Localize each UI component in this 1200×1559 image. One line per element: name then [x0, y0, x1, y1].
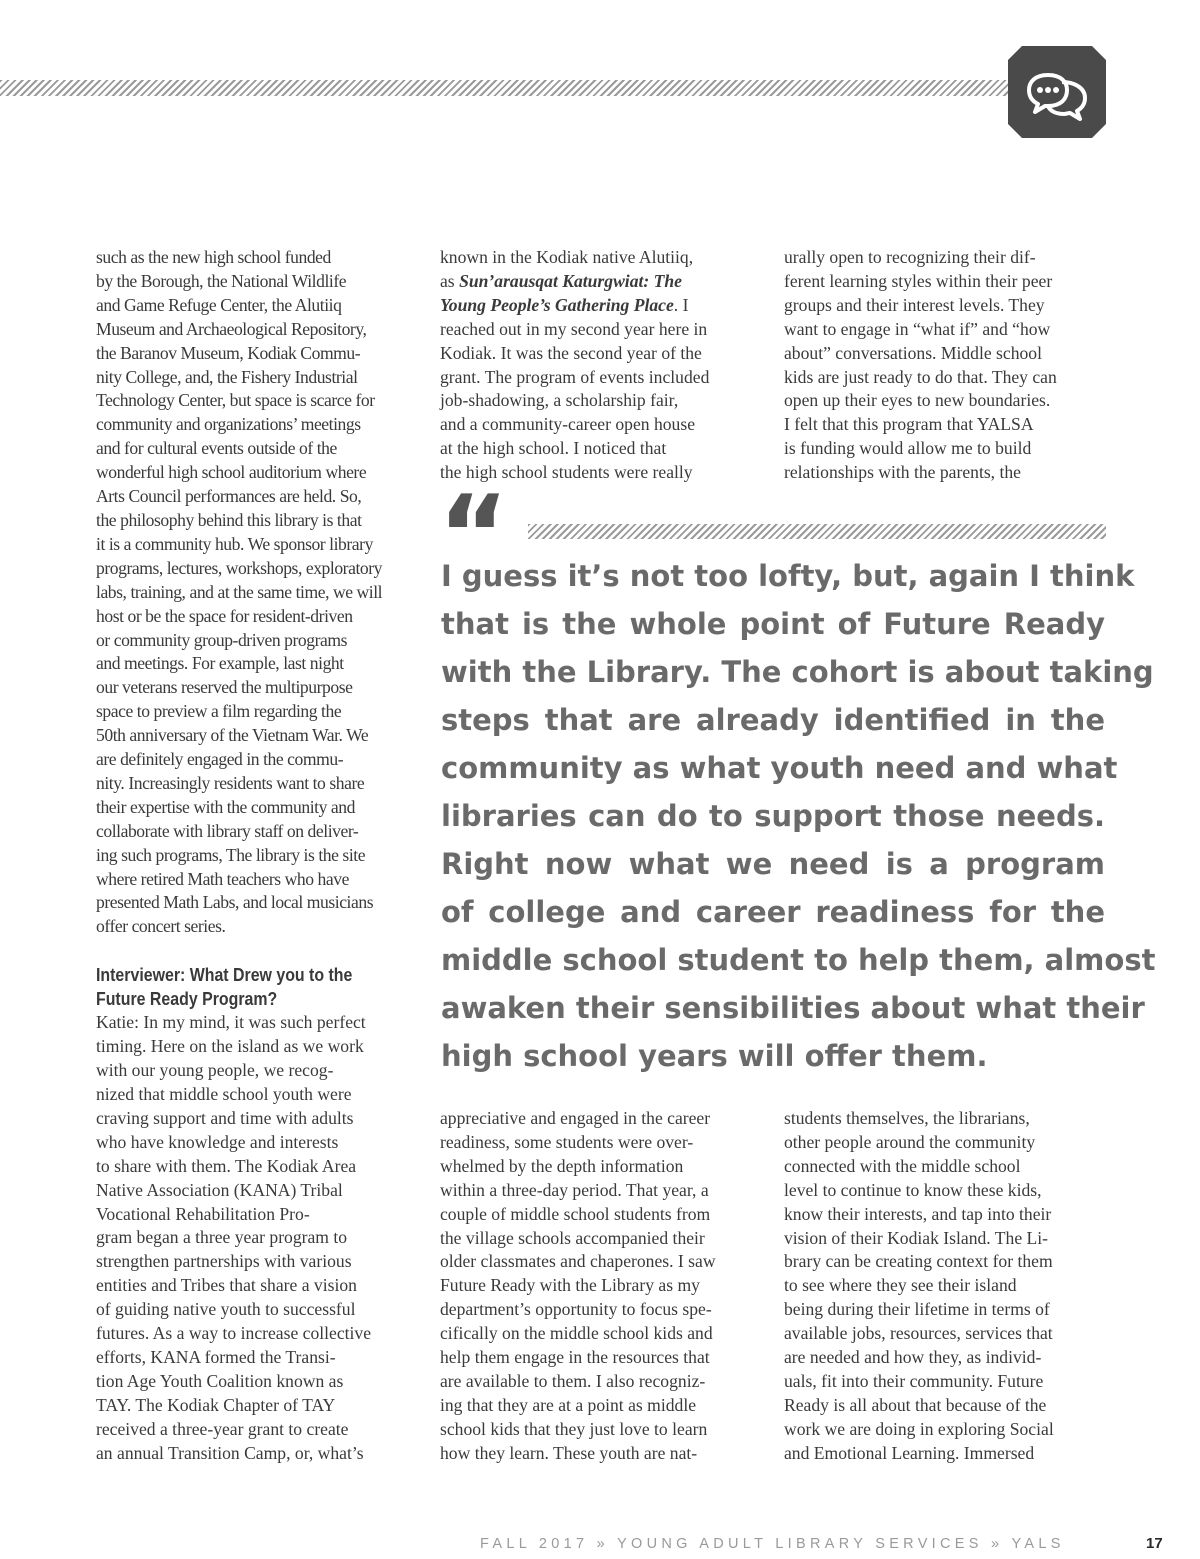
text-line: and a community-career open house [440, 414, 696, 435]
text-line: work we are doing in exploring Social [784, 1418, 1054, 1439]
text-line: within a three-day period. That year, a [440, 1179, 709, 1200]
chat-bubbles-icon [1008, 46, 1106, 138]
column-2-top [440, 246, 762, 485]
pull-quote-line: I guess it’s not too lofty, but, again I think [441, 559, 1135, 593]
pull-quote-line: Right now what we need is a program [441, 847, 1105, 881]
text-line: their expertise with the community and [96, 796, 355, 817]
text-line: grant. The program of events included [440, 366, 710, 387]
text-line: are definitely engaged in the commu- [96, 749, 344, 770]
text-line: available jobs, resources, services that [784, 1323, 1053, 1344]
text-line [440, 294, 762, 318]
text-line: entities and Tribes that share a vision [96, 1275, 357, 1296]
text-line: are needed and how they, as individ- [784, 1347, 1042, 1368]
pull-quote-line: of college and career readiness for the [441, 895, 1105, 929]
column-1-bottom-text [96, 1011, 418, 1465]
text-line: uals, fit into their community. Future [784, 1370, 1044, 1391]
running-footer: FALL 2017 » YOUNG ADULT LIBRARY SERVICES » YALS [480, 1536, 1065, 1552]
pull-quote-line: awaken their sensibilities about what their [441, 991, 1145, 1025]
text-line: being during their lifetime in terms of [784, 1299, 1050, 1320]
text-line: strengthen partnerships with various [96, 1251, 352, 1272]
text-line: our veterans reserved the multipurpose [96, 677, 353, 698]
text-line: Native Association (KANA) Tribal [96, 1179, 343, 1200]
text-fragment: . I [673, 294, 689, 315]
text-line: connected with the middle school [784, 1155, 1021, 1176]
pull-quote-line: middle school student to help them, almost [441, 943, 1156, 977]
text-line: the Baranov Museum, Kodiak Commu- [96, 342, 361, 363]
text-line: are available to them. I also recogniz- [440, 1370, 706, 1391]
text-line: school kids that they just love to learn [440, 1418, 708, 1439]
text-line: and meetings. For example, last night [96, 653, 344, 674]
text-line: collaborate with library staff on deliver- [96, 820, 359, 841]
pull-quote-line: with the Library. The cohort is about taking [441, 655, 1154, 689]
text-line: known in the Kodiak native Alutiiq, [440, 247, 694, 267]
text-line: offer concert series. [96, 916, 226, 937]
text-line: I felt that this program that YALSA [784, 414, 1034, 435]
text-line: to share with them. The Kodiak Area [96, 1155, 357, 1176]
paragraph-spacer [96, 939, 418, 963]
text-line: level to continue to know these kids, [784, 1179, 1042, 1200]
column-3-top [784, 246, 1106, 485]
text-line: host or be the space for resident-driven [96, 605, 353, 626]
text-line: at the high school. I noticed that [440, 438, 667, 459]
text-line: reached out in my second year here in [440, 318, 708, 339]
text-line: readiness, some students were over- [440, 1131, 694, 1152]
text-line: gram began a three year program to [96, 1227, 348, 1248]
column-3-bottom [784, 1107, 1106, 1466]
text-line: students themselves, the librarians, [784, 1108, 1030, 1128]
text-line: Kodiak. It was the second year of the [440, 342, 702, 363]
text-line: want to engage in “what if” and “how [784, 318, 1051, 339]
text-line: where retired Math teachers who have [96, 868, 349, 889]
text-line: appreciative and engaged in the career [440, 1108, 711, 1128]
text-line: open up their eyes to new boundaries. [784, 390, 1051, 411]
text-line: couple of middle school students from [440, 1203, 711, 1224]
text-line: vision of their Kodiak Island. The Li- [784, 1227, 1049, 1248]
text-line: about” conversations. Middle school [784, 342, 1042, 363]
text-line: timing. Here on the island as we work [96, 1036, 364, 1057]
pull-quote [441, 552, 1156, 1080]
text-line: tion Age Youth Coalition known as [96, 1370, 344, 1391]
text-line: the high school students were really [440, 462, 693, 483]
section-badge [1008, 46, 1106, 138]
text-line: department’s opportunity to focus spe- [440, 1299, 712, 1320]
text-line: and for cultural events outside of the [96, 438, 337, 459]
text-line: programs, lectures, workshops, exploratory [96, 557, 382, 578]
text-line: is funding would allow me to build [784, 438, 1032, 459]
column-1 [96, 246, 418, 1466]
text-line: presented Math Labs, and local musicians [96, 892, 374, 913]
text-line: efforts, KANA formed the Transi- [96, 1346, 336, 1367]
text-line [440, 270, 762, 294]
text-line: with our young people, we recog- [96, 1060, 334, 1081]
column-2-bottom [440, 1107, 762, 1466]
text-line: an annual Transition Camp, or, what’s [96, 1442, 364, 1463]
text-line: Museum and Archaeological Repository, [96, 318, 367, 339]
text-line: received a three-year grant to create [96, 1418, 349, 1439]
text-fragment: as [440, 270, 460, 291]
pull-quote-line: community as what youth need and what [441, 751, 1118, 785]
text-line: nity College, and, the Fishery Industrial [96, 366, 358, 387]
text-line: ferent learning styles within their peer [784, 270, 1053, 291]
text-line: job-shadowing, a scholarship fair, [440, 390, 679, 411]
text-line: community and organizations’ meetings [96, 414, 361, 435]
page-number: 17 [1146, 1535, 1163, 1552]
text-line: craving support and time with adults [96, 1107, 354, 1128]
text-line: and Emotional Learning. Immersed [784, 1442, 1035, 1463]
text-line: to see where they see their island [784, 1275, 1017, 1296]
text-line: ing that they are at a point as middle [440, 1394, 697, 1415]
text-line: Technology Center, but space is scarce for [96, 390, 375, 411]
text-line: 50th anniversary of the Vietnam War. We [96, 725, 369, 746]
text-line: the village schools accompanied their [440, 1227, 705, 1248]
pull-quote-line: that is the whole point of Future Ready [441, 607, 1105, 641]
text-line: the philosophy behind this library is that [96, 509, 362, 530]
text-line: ing such programs, The library is the site [96, 844, 366, 865]
text-line: such as the new high school funded [96, 247, 331, 267]
text-line: older classmates and chaperones. I saw [440, 1251, 716, 1272]
column-1-top-text [96, 246, 418, 939]
interview-heading-line: Future Ready Program? [96, 988, 278, 1010]
text-line: or community group-driven programs [96, 629, 347, 650]
quote-mark-icon: “ [438, 473, 509, 598]
text-line: other people around the community [784, 1131, 1036, 1152]
text-line: of guiding native youth to successful [96, 1299, 356, 1320]
header-hatch-rule [0, 80, 1012, 96]
text-line: space to preview a film regarding the [96, 701, 342, 722]
text-line: labs, training, and at the same time, we will [96, 581, 383, 602]
text-line: how they learn. These youth are nat- [440, 1442, 698, 1463]
program-name-italic: Young People’s Gathering Place [440, 294, 674, 315]
text-line: by the Borough, the National Wildlife [96, 270, 347, 291]
pull-quote-line: libraries can do to support those needs. [441, 799, 1105, 833]
text-line: Future Ready with the Library as my [440, 1275, 700, 1296]
text-line: futures. As a way to increase collective [96, 1323, 372, 1344]
text-line: cifically on the middle school kids and [440, 1323, 713, 1344]
pull-quote-line: high school years will offer them. [441, 1039, 988, 1073]
text-line: TAY. The Kodiak Chapter of TAY [96, 1394, 336, 1415]
text-line: wonderful high school auditorium where [96, 462, 367, 483]
text-line: Arts Council performances are held. So, [96, 486, 362, 507]
text-line: kids are just ready to do that. They can [784, 366, 1057, 387]
text-line: nized that middle school youth were [96, 1084, 352, 1104]
text-line: groups and their interest levels. They [784, 294, 1045, 315]
text-line: who have knowledge and interests [96, 1131, 339, 1152]
interview-heading-line: Interviewer: What Drew you to the [96, 964, 353, 986]
pull-quote-line: steps that are already identified in the [441, 703, 1105, 737]
text-line: nity. Increasingly residents want to share [96, 772, 365, 793]
program-name-italic: Sun’arausqat Katurgwiat: The [459, 270, 682, 291]
text-line: it is a community hub. We sponsor library [96, 533, 373, 554]
text-line: whelmed by the depth information [440, 1155, 684, 1176]
text-line: know their interests, and tap into their [784, 1203, 1052, 1224]
quote-hatch-rule [528, 524, 1106, 539]
text-line: relationships with the parents, the [784, 462, 1021, 483]
text-line: Ready is all about that because of the [784, 1394, 1047, 1415]
text-line: and Game Refuge Center, the Alutiiq [96, 294, 342, 315]
text-line: Katie: In my mind, it was such perfect [96, 1012, 366, 1033]
text-line: urally open to recognizing their dif- [784, 247, 1036, 267]
text-line: Vocational Rehabilitation Pro- [96, 1203, 310, 1224]
text-line: brary can be creating context for them [784, 1251, 1053, 1272]
text-line: help them engage in the resources that [440, 1347, 710, 1368]
